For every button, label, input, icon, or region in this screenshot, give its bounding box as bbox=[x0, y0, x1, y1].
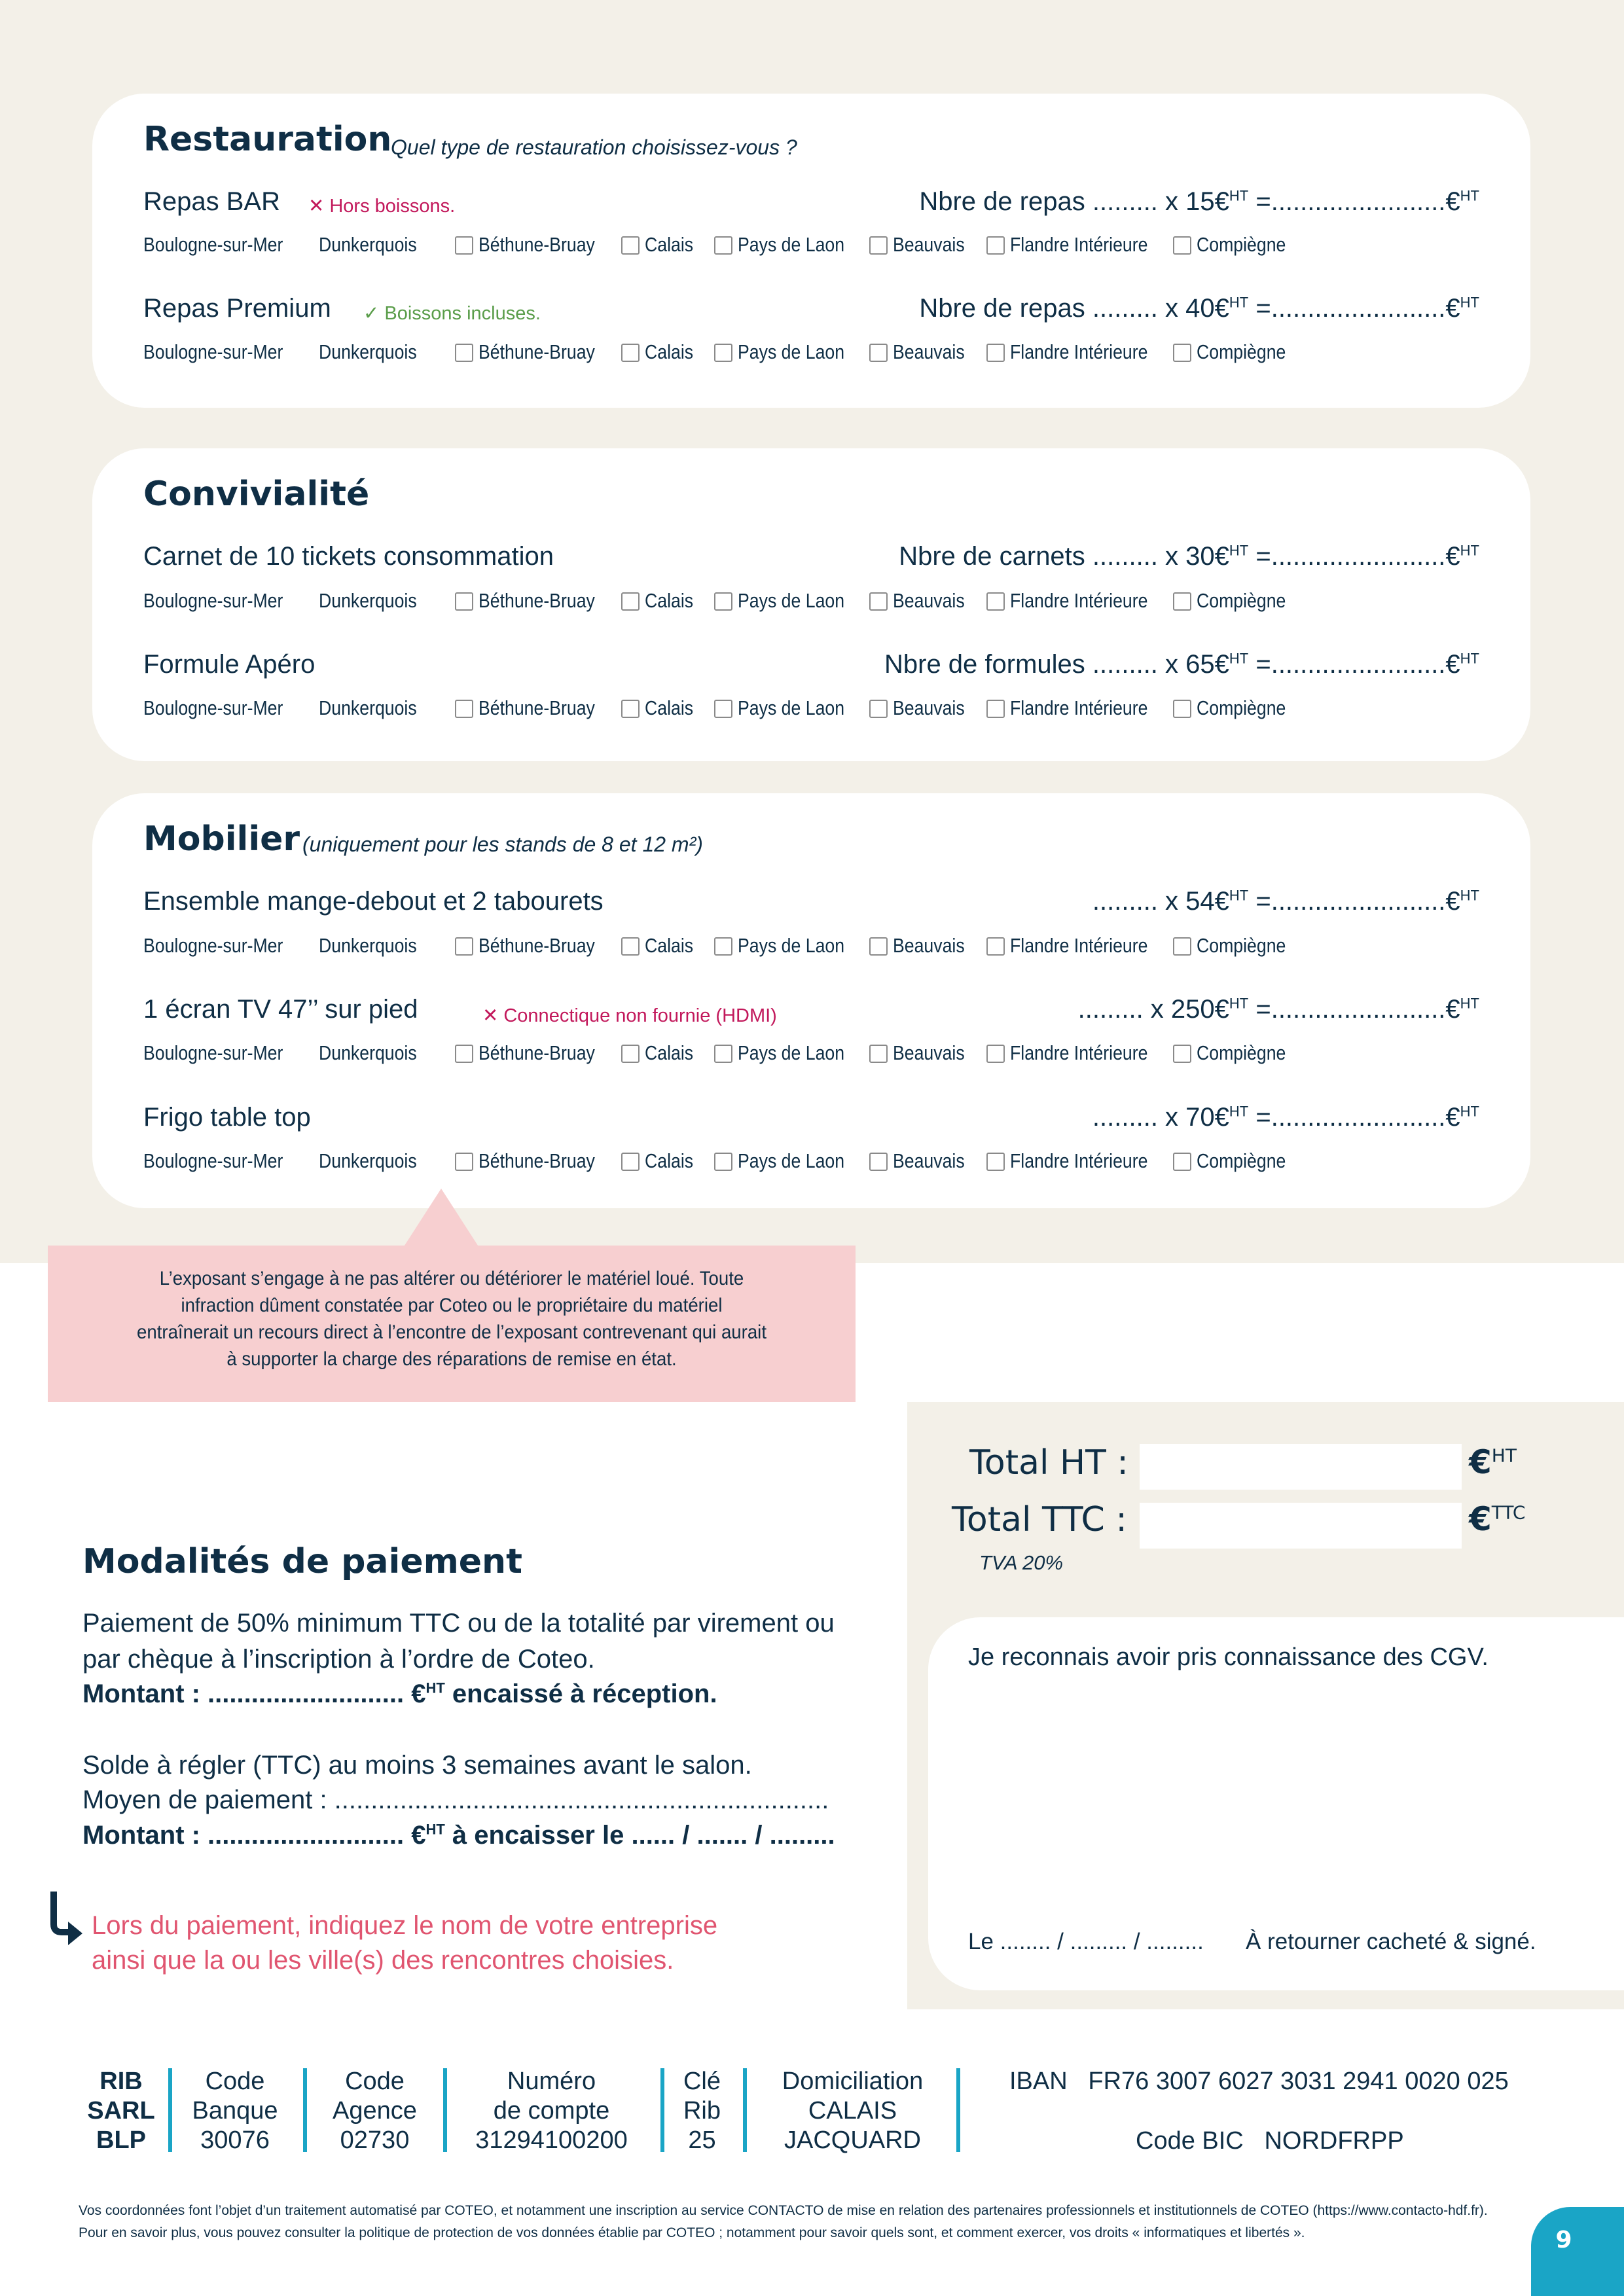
iban: IBAN FR76 3007 6027 3031 2941 0020 025 bbox=[1009, 2068, 1509, 2095]
city-checkbox[interactable] bbox=[455, 344, 473, 362]
turn-down-right-arrow-icon bbox=[47, 1890, 84, 1949]
city-label: Beauvais bbox=[893, 1149, 965, 1172]
city-checkbox[interactable] bbox=[986, 236, 1005, 255]
city-label: Beauvais bbox=[893, 696, 965, 719]
city-checkbox[interactable] bbox=[1173, 937, 1191, 956]
city-label: Boulogne-sur-Mer bbox=[143, 1041, 283, 1064]
section-subtitle-mobilier: (uniquement pour les stands de 8 et 12 m²) bbox=[302, 833, 703, 856]
item-name-mange-debout: Ensemble mange-debout et 2 tabourets bbox=[143, 887, 604, 916]
city-checkbox[interactable] bbox=[869, 236, 888, 255]
city-label: Pays de Laon bbox=[738, 589, 845, 612]
calc-formule-apero: Nbre de formules ......... x 65€$^{HT}$ =........................€$^{HT}$ bbox=[884, 650, 1479, 679]
note-hors-boissons: ✕ Hors boissons. bbox=[308, 196, 456, 217]
section-title-mobilier: Mobilier bbox=[143, 819, 300, 859]
city-checkbox[interactable] bbox=[714, 700, 732, 718]
city-label: Calais bbox=[645, 696, 694, 719]
city-label: Calais bbox=[645, 233, 694, 256]
city-checkbox[interactable] bbox=[455, 937, 473, 956]
city-label: Dunkerquois bbox=[319, 340, 417, 363]
rib-separator bbox=[443, 2068, 447, 2152]
city-checkbox[interactable] bbox=[1173, 700, 1191, 718]
city-checkbox[interactable] bbox=[714, 937, 732, 956]
city-label: Flandre Intérieure bbox=[1010, 1149, 1148, 1172]
item-name-repas-bar: Repas BAR bbox=[143, 187, 280, 216]
mobilier-card bbox=[92, 793, 1530, 1208]
payment-reminder-line: ainsi que la ou les ville(s) des rencontres choisies. bbox=[92, 1946, 674, 1975]
rib-code-agence: Code Agence 02730 bbox=[333, 2068, 417, 2154]
city-label: Flandre Intérieure bbox=[1010, 696, 1148, 719]
city-checkbox[interactable] bbox=[621, 592, 640, 611]
city-label: Calais bbox=[645, 934, 694, 957]
tva-note: TVA 20% bbox=[979, 1551, 1064, 1574]
city-label: Pays de Laon bbox=[738, 1149, 845, 1172]
city-checkbox[interactable] bbox=[455, 700, 473, 718]
city-checkbox[interactable] bbox=[621, 1045, 640, 1063]
city-checkbox[interactable] bbox=[621, 937, 640, 956]
city-label: Beauvais bbox=[893, 340, 965, 363]
item-name-formule-apero: Formule Apéro bbox=[143, 650, 316, 679]
city-label: Boulogne-sur-Mer bbox=[143, 233, 283, 256]
city-checkbox[interactable] bbox=[1173, 1045, 1191, 1063]
city-label: Calais bbox=[645, 1149, 694, 1172]
city-checkbox[interactable] bbox=[986, 700, 1005, 718]
note-connectique: ✕ Connectique non fournie (HDMI) bbox=[482, 1005, 777, 1026]
city-checkbox[interactable] bbox=[714, 1045, 732, 1063]
city-checkbox[interactable] bbox=[869, 1153, 888, 1171]
city-label: Béthune-Bruay bbox=[478, 340, 595, 363]
city-label: Boulogne-sur-Mer bbox=[143, 1149, 283, 1172]
rib-numero-compte: Numéro de compte 31294100200 bbox=[475, 2068, 628, 2154]
warning-pointer bbox=[403, 1189, 479, 1247]
city-label: Béthune-Bruay bbox=[478, 1041, 595, 1064]
check-icon: ✓ bbox=[363, 303, 385, 324]
page-number-badge bbox=[1531, 2207, 1624, 2296]
calc-repas-bar: Nbre de repas ......... x 15€$^{HT}$ =........................€$^{HT}$ bbox=[919, 187, 1479, 216]
section-title-restauration: Restauration bbox=[143, 120, 392, 159]
total-ttc-input[interactable] bbox=[1140, 1503, 1462, 1549]
city-label: Dunkerquois bbox=[319, 589, 417, 612]
warning-box bbox=[48, 1246, 856, 1402]
city-label: Dunkerquois bbox=[319, 233, 417, 256]
city-checkbox[interactable] bbox=[869, 344, 888, 362]
city-label: Pays de Laon bbox=[738, 233, 845, 256]
payment-amount-2: Montant : ........................... €$^{HT}$ à encaisser le ...... / ....... / ......... bbox=[82, 1821, 835, 1850]
city-checkbox[interactable] bbox=[1173, 1153, 1191, 1171]
city-label: Béthune-Bruay bbox=[478, 233, 595, 256]
item-name-carnet-tickets: Carnet de 10 tickets consommation bbox=[143, 542, 554, 571]
payment-line: par chèque à l’inscription à l’ordre de Coteo. bbox=[82, 1645, 595, 1674]
city-checkbox[interactable] bbox=[621, 1153, 640, 1171]
city-label: Béthune-Bruay bbox=[478, 589, 595, 612]
convivialite-card bbox=[92, 448, 1530, 761]
calc-repas-premium: Nbre de repas ......... x 40€$^{HT}$ =........................€$^{HT}$ bbox=[919, 294, 1479, 323]
city-label: Calais bbox=[645, 1041, 694, 1064]
rib-separator bbox=[743, 2068, 747, 2152]
total-ht-label: Total HT : bbox=[969, 1443, 1128, 1482]
city-label: Pays de Laon bbox=[738, 1041, 845, 1064]
city-checkbox[interactable] bbox=[869, 592, 888, 611]
city-checkbox[interactable] bbox=[986, 937, 1005, 956]
city-label: Pays de Laon bbox=[738, 340, 845, 363]
city-label: Pays de Laon bbox=[738, 934, 845, 957]
rib-separator bbox=[660, 2068, 664, 2152]
city-label: Dunkerquois bbox=[319, 1041, 417, 1064]
rib-separator bbox=[956, 2068, 960, 2152]
city-checkbox[interactable] bbox=[869, 700, 888, 718]
section-subtitle-restauration: Quel type de restauration choisissez-vous ? bbox=[391, 135, 797, 159]
city-checkbox[interactable] bbox=[714, 592, 732, 611]
city-label: Compiègne bbox=[1197, 1149, 1286, 1172]
cgv-return-note: À retourner cacheté & signé. bbox=[1246, 1929, 1536, 1954]
city-checkbox[interactable] bbox=[621, 236, 640, 255]
city-checkbox[interactable] bbox=[455, 592, 473, 611]
total-ht-unit: €$^{HT}$ bbox=[1469, 1443, 1517, 1481]
city-checkbox[interactable] bbox=[986, 1045, 1005, 1063]
city-checkbox[interactable] bbox=[986, 1153, 1005, 1171]
bic: Code BIC NORDFRPP bbox=[1136, 2127, 1404, 2155]
total-ht-input[interactable] bbox=[1140, 1444, 1462, 1490]
city-checkbox[interactable] bbox=[986, 344, 1005, 362]
rib-domiciliation: Domiciliation CALAIS JACQUARD bbox=[782, 2068, 924, 2154]
city-label: Compiègne bbox=[1197, 233, 1286, 256]
city-label: Boulogne-sur-Mer bbox=[143, 589, 283, 612]
calc-frigo: ......... x 70€$^{HT}$ =........................€$^{HT}$ bbox=[1092, 1103, 1479, 1132]
payment-line: Solde à régler (TTC) au moins 3 semaines avant le salon. bbox=[82, 1751, 752, 1780]
city-label: Flandre Intérieure bbox=[1010, 934, 1148, 957]
city-label: Flandre Intérieure bbox=[1010, 340, 1148, 363]
calc-ecran-tv: ......... x 250€$^{HT}$ =........................€$^{HT}$ bbox=[1077, 995, 1479, 1024]
payment-reminder-line: Lors du paiement, indiquez le nom de votre entreprise bbox=[92, 1911, 718, 1940]
city-label: Dunkerquois bbox=[319, 934, 417, 957]
city-label: Béthune-Bruay bbox=[478, 1149, 595, 1172]
cross-icon: ✕ bbox=[482, 1005, 504, 1026]
city-checkbox[interactable] bbox=[714, 344, 732, 362]
payment-amount-1: Montant : ........................... €$^{HT}$ encaissé à réception. bbox=[82, 1679, 717, 1708]
rib-separator bbox=[303, 2068, 307, 2152]
cross-icon: ✕ bbox=[308, 196, 330, 217]
city-label: Béthune-Bruay bbox=[478, 696, 595, 719]
city-label: Flandre Intérieure bbox=[1010, 233, 1148, 256]
payment-title: Modalités de paiement bbox=[82, 1542, 522, 1581]
page-number: 9 bbox=[1555, 2227, 1572, 2253]
city-checkbox[interactable] bbox=[986, 592, 1005, 611]
city-checkbox[interactable] bbox=[869, 937, 888, 956]
city-checkbox[interactable] bbox=[1173, 592, 1191, 611]
payment-line: Paiement de 50% minimum TTC ou de la totalité par virement ou bbox=[82, 1609, 835, 1638]
city-label: Beauvais bbox=[893, 589, 965, 612]
city-label: Pays de Laon bbox=[738, 696, 845, 719]
city-label: Beauvais bbox=[893, 934, 965, 957]
city-label: Beauvais bbox=[893, 233, 965, 256]
city-checkbox[interactable] bbox=[621, 700, 640, 718]
city-label: Boulogne-sur-Mer bbox=[143, 696, 283, 719]
city-checkbox[interactable] bbox=[714, 1153, 732, 1171]
city-label: Flandre Intérieure bbox=[1010, 589, 1148, 612]
warning-text: L’exposant s’engage à ne pas altérer ou détériorer le matériel loué. Toute infraction dûment constatée par Coteo ou le propriétaire du matériel entraînerait un recours direct à l’encontre de l’exposant contrevenant qui aurait à supporter la charge des réparations de remise en état. bbox=[137, 1268, 767, 1370]
city-checkbox[interactable] bbox=[621, 344, 640, 362]
city-label: Dunkerquois bbox=[319, 1149, 417, 1172]
city-label: Compiègne bbox=[1197, 696, 1286, 719]
city-label: Calais bbox=[645, 589, 694, 612]
legal-notice: Vos coordonnées font l’objet d’un traitement automatisé par COTEO, et notamment une inscription au service CONTACTO de mise en relation des partenaires professionnels et institutionnels de COTEO (https://www.contacto-hdf.fr). Pour en savoir plus, vous pouvez consulter la politique de protection de vos données établie par COTEO ; notamment pour savoir quels sont, et comment exercer, vos droits « informatiques et libertés ». bbox=[79, 2203, 1488, 2240]
city-label: Boulogne-sur-Mer bbox=[143, 340, 283, 363]
city-label: Boulogne-sur-Mer bbox=[143, 934, 283, 957]
rib-label: RIB SARL BLP bbox=[87, 2068, 155, 2154]
calc-carnet-tickets: Nbre de carnets ......... x 30€$^{HT}$ =........................€$^{HT}$ bbox=[899, 542, 1479, 571]
city-label: Compiègne bbox=[1197, 934, 1286, 957]
item-name-ecran-tv: 1 écran TV 47’’ sur pied bbox=[143, 995, 418, 1024]
section-title-convivialite: Convivialité bbox=[143, 475, 370, 514]
rib-separator bbox=[168, 2068, 172, 2152]
cgv-date-field[interactable]: Le ........ / ......... / ......... bbox=[968, 1929, 1204, 1954]
item-name-repas-premium: Repas Premium bbox=[143, 294, 331, 323]
rib-code-banque: Code Banque 30076 bbox=[192, 2068, 278, 2154]
city-label: Flandre Intérieure bbox=[1010, 1041, 1148, 1064]
total-ttc-unit: €$^{TTC}$ bbox=[1469, 1500, 1526, 1538]
item-name-frigo: Frigo table top bbox=[143, 1103, 311, 1132]
rib-cle: Clé Rib 25 bbox=[683, 2068, 721, 2154]
city-checkbox[interactable] bbox=[455, 236, 473, 255]
restauration-card bbox=[92, 94, 1530, 408]
city-checkbox[interactable] bbox=[714, 236, 732, 255]
total-ttc-label: Total TTC : bbox=[952, 1500, 1127, 1539]
cgv-card bbox=[928, 1617, 1624, 1990]
cgv-text: Je reconnais avoir pris connaissance des CGV. bbox=[968, 1643, 1489, 1671]
city-label: Compiègne bbox=[1197, 589, 1286, 612]
city-checkbox[interactable] bbox=[1173, 344, 1191, 362]
city-checkbox[interactable] bbox=[869, 1045, 888, 1063]
city-checkbox[interactable] bbox=[455, 1045, 473, 1063]
payment-method: Moyen de paiement : .................................................................... bbox=[82, 1785, 829, 1814]
city-label: Compiègne bbox=[1197, 1041, 1286, 1064]
city-checkbox[interactable] bbox=[455, 1153, 473, 1171]
city-label: Compiègne bbox=[1197, 340, 1286, 363]
city-label: Calais bbox=[645, 340, 694, 363]
city-label: Beauvais bbox=[893, 1041, 965, 1064]
city-checkbox[interactable] bbox=[1173, 236, 1191, 255]
note-boissons-incluses: ✓ Boissons incluses. bbox=[363, 303, 541, 324]
city-label: Dunkerquois bbox=[319, 696, 417, 719]
city-label: Béthune-Bruay bbox=[478, 934, 595, 957]
calc-mange-debout: ......... x 54€$^{HT}$ =........................€$^{HT}$ bbox=[1092, 887, 1479, 916]
